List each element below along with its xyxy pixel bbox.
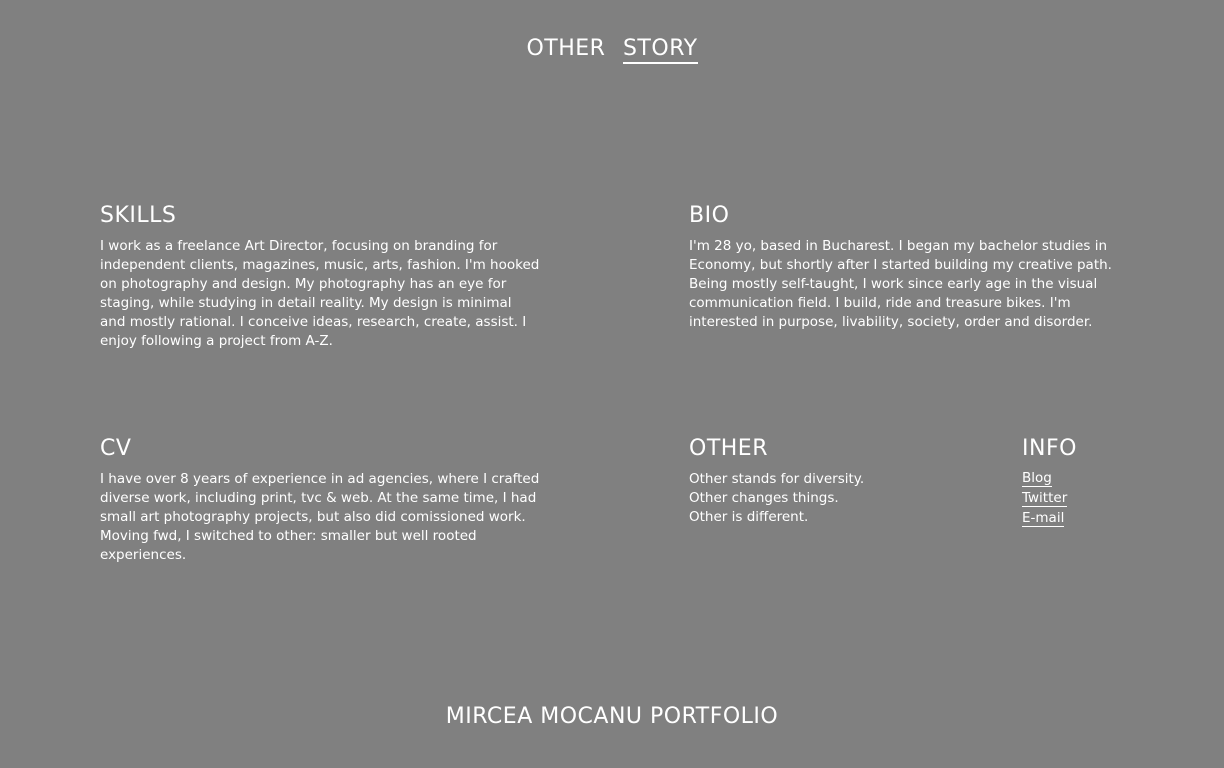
other-title: OTHER (689, 436, 768, 461)
info-links (1022, 470, 1182, 530)
skills-title: SKILLS (100, 203, 177, 228)
cv-text: I have over 8 years of experience in ad agencies, where I crafted diverse work, including print, tvc & web. At the same time, I had small art photography projects, but also did comissioned work. Moving fwd, I switched to other: smaller but well rooted experiences. (100, 471, 540, 563)
other-line: Other is different. (689, 509, 809, 525)
nav-item-story[interactable]: STORY (623, 36, 698, 64)
cv-section (100, 436, 540, 565)
cv-title: CV (100, 436, 132, 461)
blog-link[interactable]: Blog (1022, 470, 1052, 486)
info-title: INFO (1022, 436, 1077, 461)
other-line: Other stands for diversity. (689, 471, 865, 487)
other-line: Other changes things. (689, 490, 839, 506)
top-nav (0, 36, 1224, 64)
bio-title: BIO (689, 203, 730, 228)
skills-text: I work as a freelance Art Director, focusing on branding for independent clients, magazines, music, arts, fashion. I'm hooked on photography and design. My photography has an eye for staging, while studying in detail reality. My design is minimal and mostly rational. I conceive ideas, research, create, assist. I enjoy following a project from A-Z. (100, 238, 540, 349)
bio-section (689, 203, 1129, 332)
nav-item-other[interactable]: OTHER (526, 36, 606, 61)
twitter-link[interactable]: Twitter (1022, 490, 1068, 506)
info-section (1022, 436, 1182, 530)
bio-text: I'm 28 yo, based in Bucharest. I began my bachelor studies in Economy, but shortly after I started building my creative path. Being mostly self-taught, I work since early age in the visual communication field. I build, ride and treasure bikes. I'm interested in purpose, livability, society, order and disorder. (689, 238, 1112, 330)
footer-title: MIRCEA MOCANU PORTFOLIO (445, 704, 779, 729)
email-link[interactable]: E-mail (1022, 510, 1065, 526)
skills-section (100, 203, 540, 351)
other-section (689, 436, 989, 527)
